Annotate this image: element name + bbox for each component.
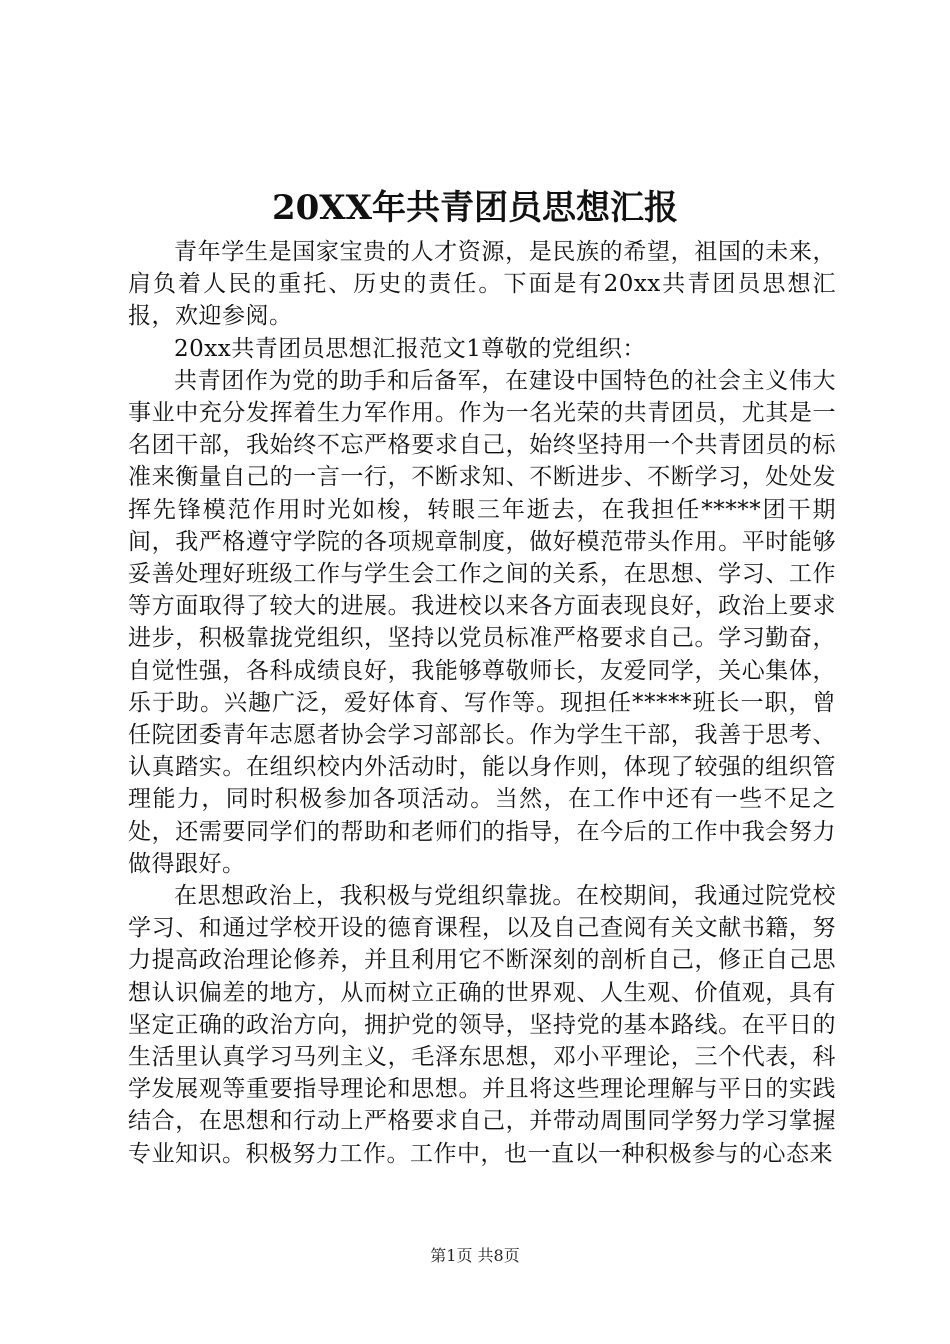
- page-footer: 第1页 共8页: [430, 1246, 520, 1265]
- body-paragraph: 在思想政治上，我积极与党组织靠拢。在校期间，我通过院党校学习、和通过学校开设的德育课程，以及自己查阅有关文献书籍，努力提高政治理论修养，并且利用它不断深刻的剖析自己，修正自己思想认识偏差的地方，从而树立正确的世界观、人生观、价值观，具有坚定正确的政治方向，拥护党的领导，坚持党的基本路线。在平日的生活里认真学习马列主义，毛泽东思想，邓小平理论，三个代表，科学发展观等重要指导理论和思想。并且将这些理论理解与平日的实践结合，在思想和行动上严格要求自己，并带动周围同学努力学习掌握专业知识。积极努力工作。工作中，也一直以一种积极参与的心态来: [128, 883, 836, 1167]
- document-body: [128, 236, 836, 1170]
- sample-heading-paragraph: 20xx共青团员思想汇报范文1尊敬的党组织：: [174, 335, 646, 362]
- document-title: 20XX年共青团员思想汇报: [271, 188, 679, 228]
- intro-paragraph: 青年学生是国家宝贵的人才资源，是民族的希望，祖国的未来，肩负着人民的重托、历史的责任。下面是有20xx共青团员思想汇报，欢迎参阅。: [128, 239, 836, 330]
- body-paragraph: 共青团作为党的助手和后备军，在建设中国特色的社会主义伟大事业中充分发挥着生力军作用。作为一名光荣的共青团员，尤其是一名团干部，我始终不忘严格要求自己，始终坚持用一个共青团员的标准来衡量自己的一言一行，不断求知、不断进步、不断学习，处处发挥先锋模范作用时光如梭，转眼三年逝去，在我担任*****团干期间，我严格遵守学院的各项规章制度，做好模范带头作用。平时能够妥善处理好班级工作与学生会工作之间的关系，在思想、学习、工作等方面取得了较大的进展。我进校以来各方面表现良好，政治上要求进步，积极靠拢党组织，坚持以党员标准严格要求自己。学习勤奋，自觉性强，各科成绩良好，我能够尊敬师长，友爱同学，关心集体，乐于助。兴趣广泛，爱好体育、写作等。现担任*****班长一职，曾任院团委青年志愿者协会学习部部长。作为学生干部，我善于思考、认真踏实。在组织校内外活动时，能以身作则，体现了较强的组织管理能力，同时积极参加各项活动。当然，在工作中还有一些不足之处，还需要同学们的帮助和老师们的指导，在今后的工作中我会努力做得跟好。: [128, 367, 836, 877]
